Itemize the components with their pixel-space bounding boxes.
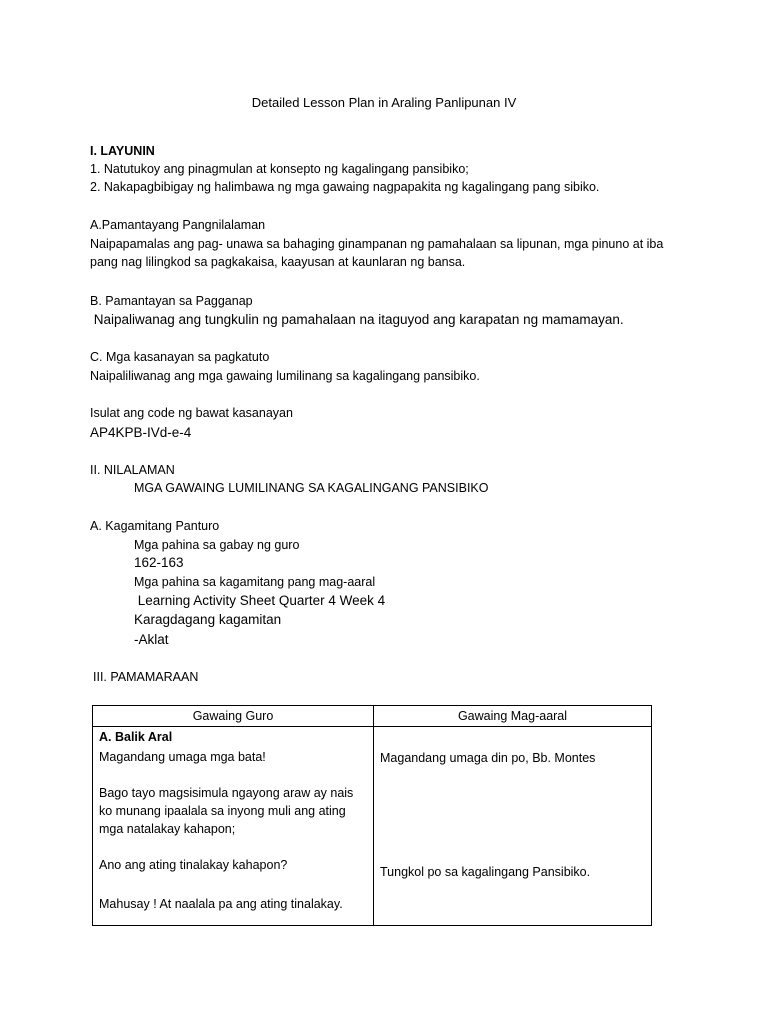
code-heading: Isulat ang code ng bawat kasanayan (90, 406, 293, 420)
pamantayang-pangnilalaman-heading: A.Pamantayang Pangnilalaman (90, 218, 266, 232)
pamantayang-pangnilalaman-line-2: pang nag lilingkod sa pagkakaisa, kaayusan at kaunlaran ng bansa. (90, 255, 466, 269)
nilalaman-heading: II. NILALAMAN (90, 463, 175, 477)
pamamaraan-heading: III. PAMAMARAAN (93, 670, 199, 684)
guro-review-line-2: ko munang ipaalala sa inyong muli ang ating (99, 804, 346, 818)
kagamitan-guro-label: Mga pahina sa gabay ng guro (134, 538, 300, 552)
pamantayang-pangnilalaman-line-1: Naipapamalas ang pag- unawa sa bahaging ginampanan ng pamahalaan sa lipunan, mga pinuno at iba (90, 237, 664, 251)
guro-review-line-3: mga natalakay kahapon; (99, 822, 236, 836)
guro-greeting: Magandang umaga mga bata! (99, 750, 266, 764)
magaaral-cell (374, 727, 652, 926)
table-row (93, 727, 652, 926)
layunin-item-1: 1. Natutukoy ang pinagmulan at konsepto ng kagalingang pansibiko; (90, 162, 469, 176)
table-header-row (93, 706, 652, 727)
guro-review-line-1: Bago tayo magsisimula ngayong araw ay nais (99, 786, 354, 800)
nilalaman-topic: MGA GAWAING LUMILINANG SA KAGALINGANG PANSIBIKO (134, 481, 489, 495)
balik-aral-heading: A. Balik Aral (99, 730, 173, 744)
guro-cell (93, 727, 374, 926)
code-value: AP4KPB-IVd-e-4 (90, 425, 192, 440)
magaaral-greeting-reply: Magandang umaga din po, Bb. Montes (380, 751, 596, 765)
document-title: Detailed Lesson Plan in Araling Panlipunan IV (251, 95, 517, 110)
karagdagang-kagamitan-label: Karagdagang kagamitan (134, 612, 282, 627)
header-gawaing-guro: Gawaing Guro (93, 706, 374, 727)
pamantayan-pagganap-text: Naipaliwanag ang tungkulin ng pamahalaan na itaguyod ang karapatan ng mamamayan. (90, 312, 624, 327)
lesson-table (92, 705, 652, 926)
kagamitan-guro-pages: 162-163 (134, 555, 184, 570)
layunin-heading: I. LAYUNIN (90, 144, 155, 158)
kasanayan-text: Naipaliliwanag ang mga gawaing lumilinang sa kagalingang pansibiko. (90, 369, 480, 383)
kasanayan-heading: C. Mga kasanayan sa pagkatuto (90, 350, 270, 364)
guro-question: Ano ang ating tinalakay kahapon? (99, 858, 288, 872)
kagamitan-magaaral-value: Learning Activity Sheet Quarter 4 Week 4 (134, 593, 386, 608)
layunin-item-2: 2. Nakapagbibigay ng halimbawa ng mga gawaing nagpapakita ng kagalingang pang sibiko. (90, 180, 600, 194)
karagdagang-kagamitan-value: -Aklat (134, 632, 169, 647)
kagamitan-magaaral-label: Mga pahina sa kagamitang pang mag-aaral (134, 575, 376, 589)
kagamitan-heading: A. Kagamitang Panturo (90, 519, 220, 533)
pamantayan-pagganap-heading: B. Pamantayan sa Pagganap (90, 294, 253, 308)
magaaral-answer: Tungkol po sa kagalingang Pansibiko. (380, 865, 591, 879)
guro-praise: Mahusay ! At naalala pa ang ating tinalakay. (99, 897, 343, 911)
header-gawaing-magaaral: Gawaing Mag-aaral (374, 706, 652, 727)
